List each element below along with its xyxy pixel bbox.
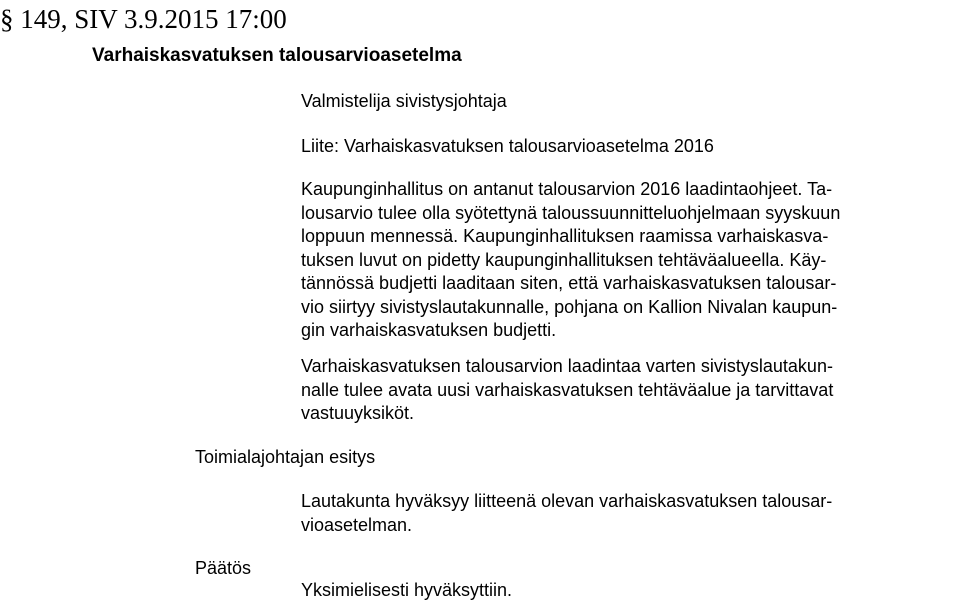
proposal-label: Toimialajohtajan esitys bbox=[195, 447, 376, 467]
preparer-line: Valmistelija sivistysjohtaja bbox=[301, 91, 507, 111]
paragraph-line: loppuun mennessä. Kaupunginhallituksen raamissa varhaiskasva- bbox=[301, 226, 829, 246]
paragraph-line: lousarvio tulee olla syötettynä taloussuunnitteluohjelmaan syyskuun bbox=[301, 202, 841, 223]
paragraph-line: tännössä budjetti laaditaan siten, että varhaiskasvatuksen talousar- bbox=[301, 273, 837, 293]
paragraph-line: vio siirtyy sivistyslautakunnalle, pohjana on Kallion Nivalan kaupun- bbox=[301, 296, 838, 317]
attachment-line: Liite: Varhaiskasvatuksen talousarvioasetelma 2016 bbox=[301, 136, 714, 156]
paragraph-line: Lautakunta hyväksyy liitteenä olevan varhaiskasvatuksen talousar- bbox=[301, 491, 833, 511]
section-header: § 149, SIV 3.9.2015 17:00 bbox=[0, 4, 287, 34]
decision-label: Päätös bbox=[195, 558, 252, 578]
body-paragraph-1 bbox=[301, 178, 840, 343]
paragraph-line: Varhaiskasvatuksen talousarvion laadintaa varten sivistyslautakun- bbox=[301, 356, 833, 376]
proposal-text bbox=[301, 490, 832, 537]
paragraph-line: nalle tulee avata uusi varhaiskasvatuksen tehtäväalue ja tarvittavat bbox=[301, 379, 834, 400]
paragraph-line: vastuuyksiköt. bbox=[301, 403, 415, 423]
paragraph-line: tuksen luvut on pidetty kaupunginhallituksen tehtäväalueella. Käy- bbox=[301, 249, 827, 270]
paragraph-line: vioasetelman. bbox=[301, 514, 413, 535]
paragraph-line: gin varhaiskasvatuksen budjetti. bbox=[301, 320, 557, 340]
decision-text: Yksimielisesti hyväksyttiin. bbox=[301, 580, 513, 600]
paragraph-line: Kaupunginhallitus on antanut talousarvion 2016 laadintaohjeet. Ta- bbox=[301, 179, 833, 199]
document-title: Varhaiskasvatuksen talousarvioasetelma bbox=[92, 45, 462, 66]
body-paragraph-2 bbox=[301, 355, 833, 426]
